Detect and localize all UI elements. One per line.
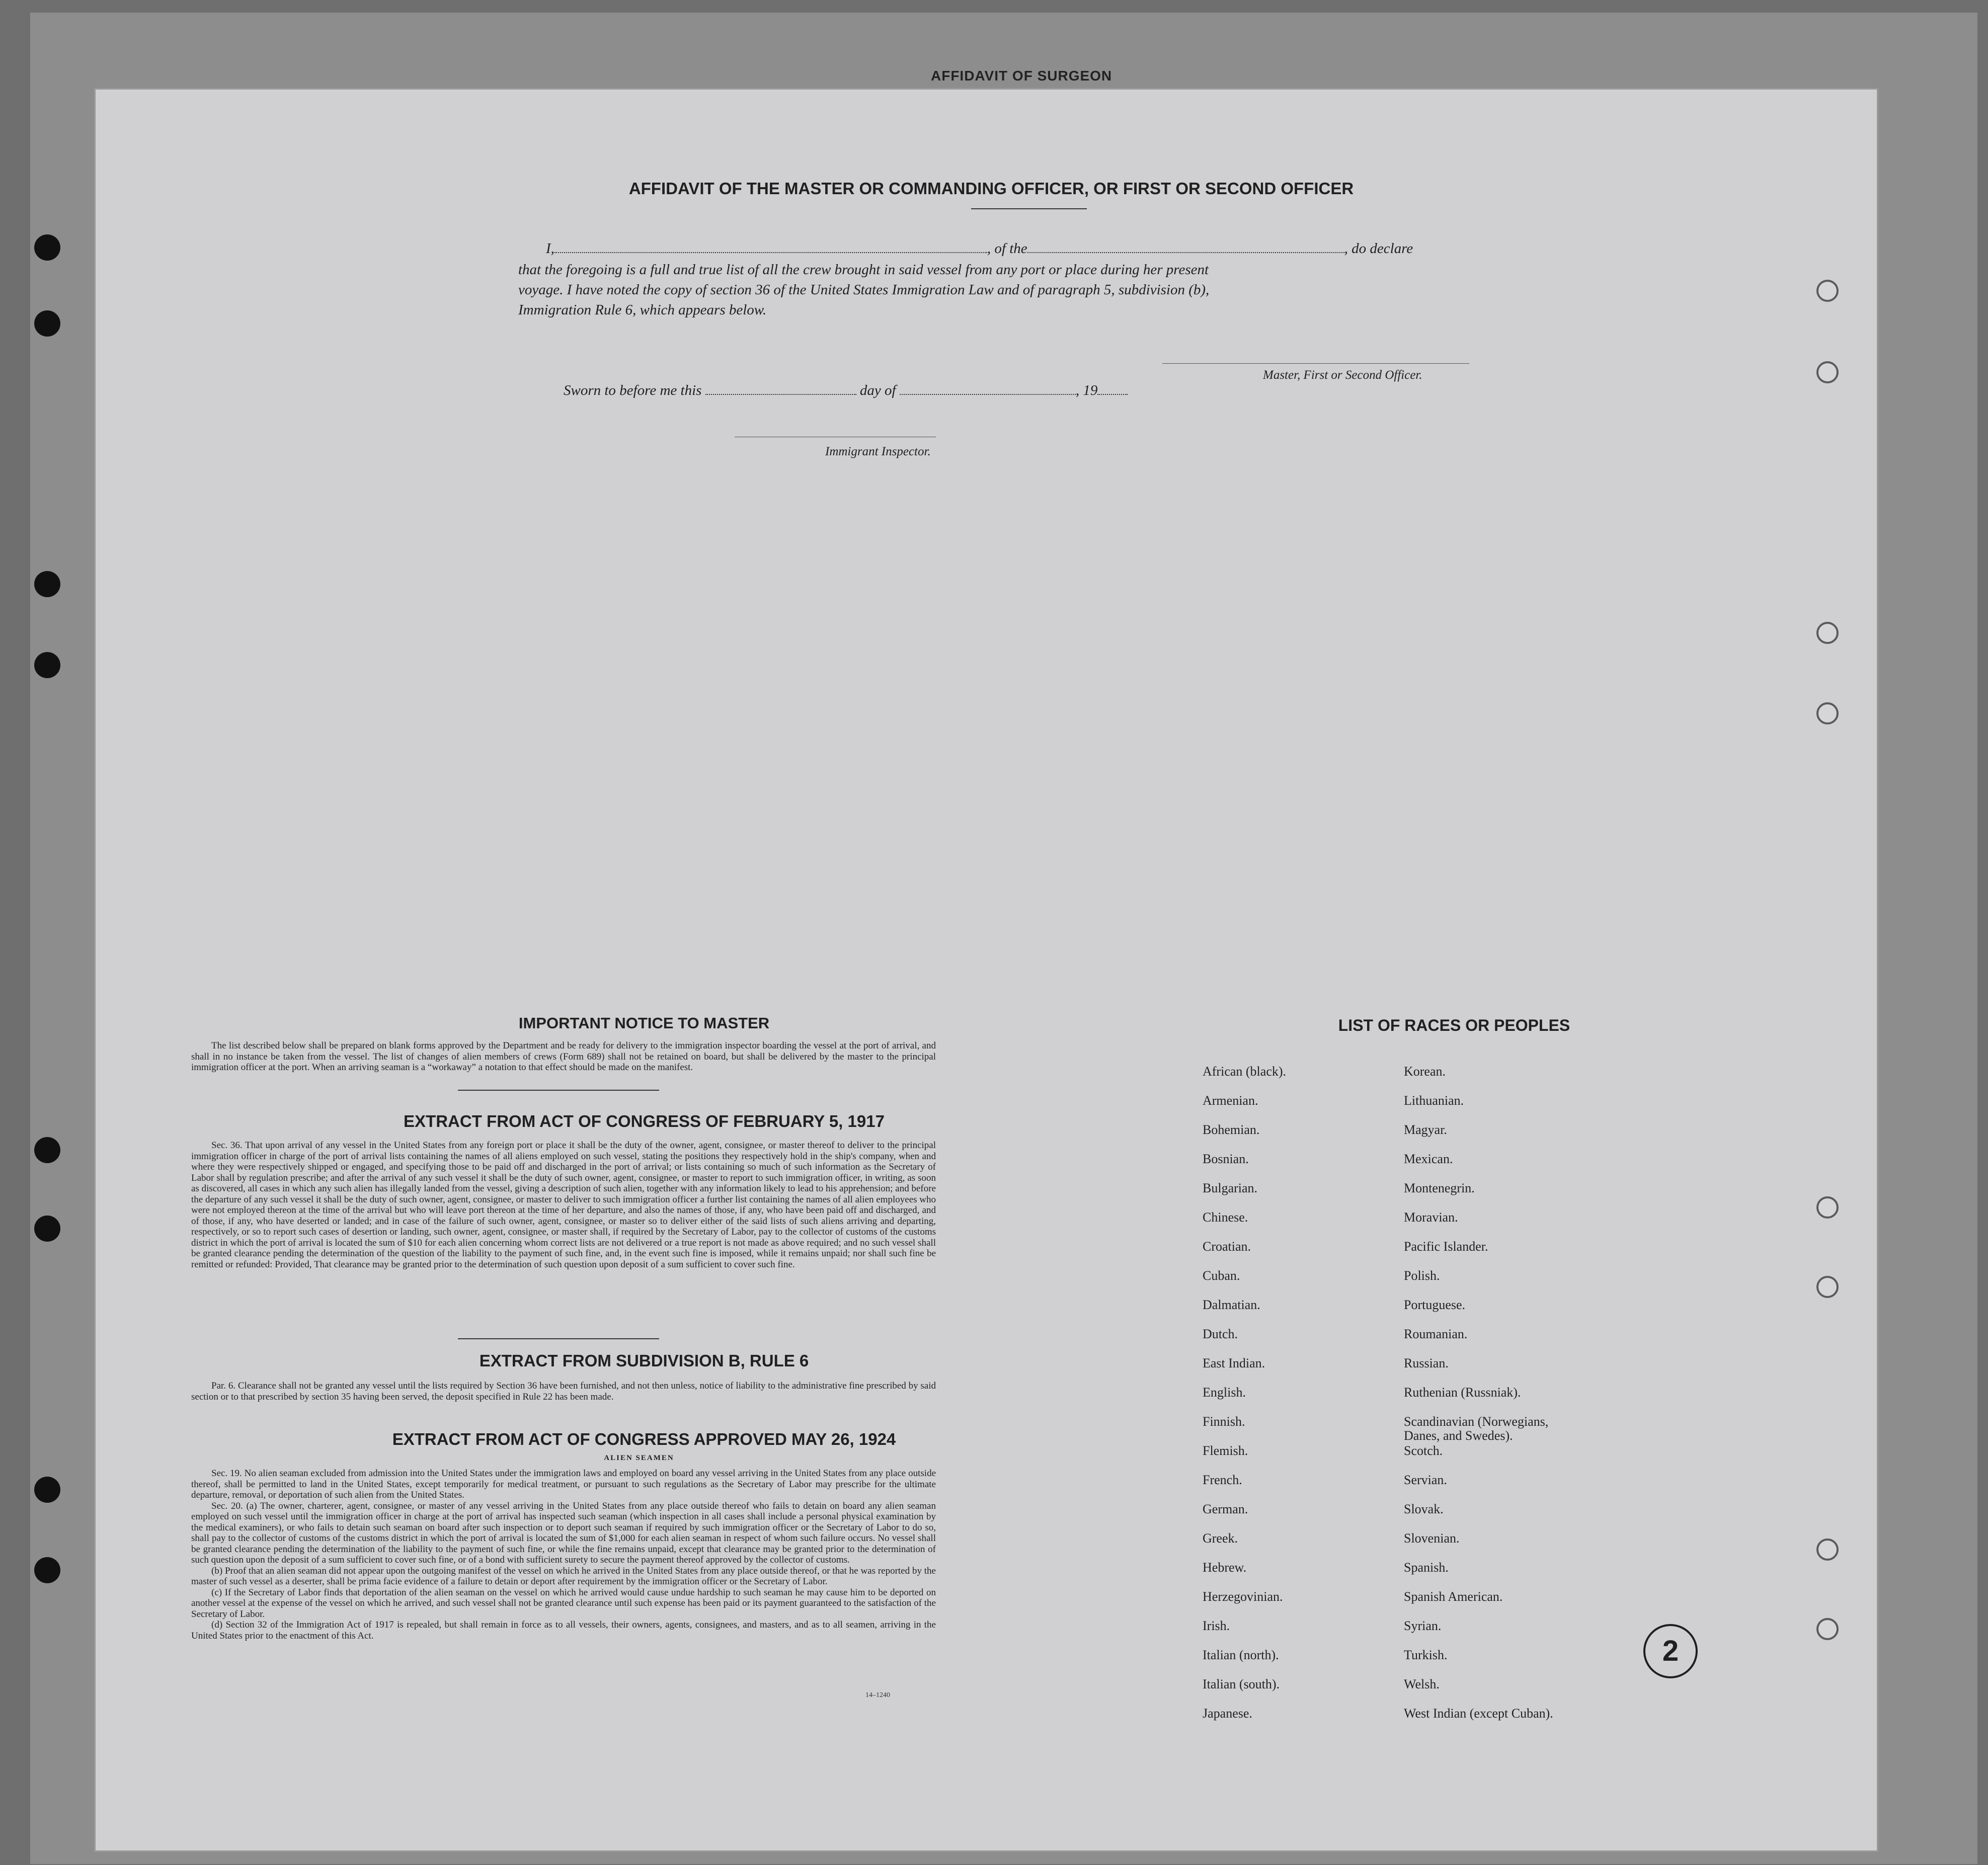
binder-hole (34, 1477, 60, 1503)
race-entry: Croatian. (1203, 1239, 1251, 1254)
race-entry: Pacific Islander. (1404, 1239, 1488, 1254)
race-entry: Scotch. (1404, 1443, 1443, 1458)
extract-1924-paragraph: Sec. 19. No alien seaman excluded from admission into the United States under the immigration laws and employed on board any vessel arriving in the United States from any place outside thereof, shall be permitted to land in the United States, except temporarily for medical treatment, or pursuant to such regulations as the Secretary of Labor may prescribe for the ultimate departure, removal, or deportation of such alien from the United States. (191, 1468, 936, 1500)
title-rule (971, 208, 1087, 209)
race-entry: Spanish. (1404, 1560, 1449, 1575)
binder-hole (34, 310, 60, 337)
race-entry: French. (1203, 1473, 1242, 1487)
section-rule (458, 1338, 659, 1339)
race-entry: Russian. (1404, 1356, 1449, 1370)
declaration-line-4: Immigration Rule 6, which appears below. (518, 302, 767, 318)
race-entry: Chinese. (1203, 1210, 1248, 1225)
back-sheet-title: AFFIDAVIT OF SURGEON (931, 68, 1112, 84)
year-blank (1097, 381, 1128, 395)
extract-1924-paragraph: (c) If the Secretary of Labor finds that deportation of the alien seaman on the vessel on which he arrived would cause undue hardship to such seaman he may cause him to be deported on another vessel at the expense of the vessel on which he arrived, and such vessel shall not be granted clearance until such expense has been paid or its payment guaranteed to the satisfaction of the Secretary of Labor. (191, 1587, 936, 1619)
affidavit-page (96, 90, 1877, 1850)
extract-1924-subtitle: ALIEN SEAMEN (604, 1454, 674, 1462)
signature-label: Master, First or Second Officer. (1263, 368, 1422, 382)
race-entry: East Indian. (1203, 1356, 1265, 1370)
punch-hole (1816, 1196, 1839, 1219)
race-entry: Irish. (1203, 1618, 1230, 1633)
race-entry: Greek. (1203, 1531, 1238, 1546)
race-entry: Finnish. (1203, 1414, 1245, 1429)
rule6-title: EXTRACT FROM SUBDIVISION B, RULE 6 (479, 1351, 809, 1370)
race-entry: Dutch. (1203, 1327, 1238, 1341)
extract-1917-text (191, 1140, 936, 1270)
races-right-column (1404, 1065, 1665, 1736)
race-entry: English. (1203, 1385, 1246, 1400)
extract-1924-title: EXTRACT FROM ACT OF CONGRESS APPROVED MAY 26, 1924 (392, 1430, 896, 1448)
declaration-of-the: , of the (987, 240, 1027, 257)
race-entry: Slovak. (1404, 1502, 1444, 1516)
race-entry: Japanese. (1203, 1706, 1252, 1721)
binder-hole (34, 1137, 60, 1163)
race-entry: Ruthenian (Russniak). (1404, 1385, 1521, 1400)
inspector-label: Immigrant Inspector. (825, 445, 931, 458)
month-blank (900, 381, 1076, 395)
race-entry: Korean. (1404, 1064, 1446, 1079)
race-entry: Polish. (1404, 1268, 1440, 1283)
notice-title: IMPORTANT NOTICE TO MASTER (518, 1014, 770, 1032)
extract-1924-paragraph: (d) Section 32 of the Immigration Act of 1917 is repealed, but shall remain in force as to all vessels, their owners, agents, consignees, and masters, and as to all seamen, arriving in the United States prior to the enactment of this Act. (191, 1619, 936, 1641)
race-entry: Herzegovinian. (1203, 1589, 1283, 1604)
race-entry: Turkish. (1404, 1648, 1448, 1662)
section-rule (458, 1090, 659, 1091)
race-entry: Roumanian. (1404, 1327, 1468, 1341)
race-entry: Montenegrin. (1404, 1181, 1475, 1195)
sworn-text: Sworn to before me this (564, 382, 702, 398)
binder-hole (34, 1557, 60, 1583)
signature-line (1162, 363, 1469, 364)
race-entry: Servian. (1404, 1473, 1447, 1487)
year-prefix: , 19 (1075, 382, 1098, 398)
name-blank (554, 239, 987, 253)
race-entry: German. (1203, 1502, 1248, 1516)
extract-1924-text (191, 1468, 936, 1641)
declaration-line-2: that the foregoing is a full and true list of all the crew brought in said vessel from any port or place during her present (518, 262, 1209, 278)
punch-hole (1816, 1276, 1839, 1298)
rule6-paragraph: Par. 6. Clearance shall not be granted any vessel until the lists required by Section 36 have been furnished, and not then unless, notice of liability to the administrative fine prescribed by said section or to that prescribed by section 35 having been served, the deposit specified in Rule 22 has been made. (191, 1381, 936, 1402)
races-left-column (1203, 1065, 1384, 1736)
punch-hole (1816, 622, 1839, 644)
race-entry: Hebrew. (1203, 1560, 1247, 1575)
binder-hole (34, 234, 60, 261)
binder-hole (34, 652, 60, 678)
declaration-line-3: voyage. I have noted the copy of section 36 of the United States Immigration Law and of paragraph 5, subdivision (b), (518, 282, 1210, 298)
declaration-do-declare: , do declare (1344, 240, 1413, 257)
race-entry: Bulgarian. (1203, 1181, 1258, 1195)
day-of-text: day of (859, 382, 896, 398)
declaration-line-1 (518, 238, 1590, 259)
race-entry: Italian (south). (1203, 1677, 1280, 1691)
race-entry: Mexican. (1404, 1152, 1453, 1166)
notice-text (191, 1040, 936, 1073)
race-entry: Portuguese. (1404, 1298, 1466, 1312)
race-entry: Welsh. (1404, 1677, 1440, 1691)
race-entry: Dalmatian. (1203, 1298, 1260, 1312)
notice-paragraph: The list described below shall be prepared on blank forms approved by the Department and be ready for delivery to the immigration inspector boarding the vessel at the port of arrival, and shall in no instance be taken from the vessel. The list of changes of alien members of crews (Form 689) shall not be retained on board, but shall be delivered by the master to the principal immigration officer at the port. When an arriving seaman is a “workaway” a notation to that effect should be made on the manifest. (191, 1040, 936, 1073)
race-entry: Lithuanian. (1404, 1093, 1464, 1108)
race-entry: West Indian (except Cuban). (1404, 1706, 1553, 1721)
declaration-i: I, (546, 240, 554, 257)
extract-1924-paragraph: Sec. 20. (a) The owner, charterer, agent, consignee, or master of any vessel arriving in the United States from any place outside thereof who fails to detain on board any alien seaman employed on such vessel until the immigration officer in charge at the port of arrival has inspected such seaman (which inspection in all cases shall include a personal physical examination by the medical examiners), or who fails to detain such seaman on board after such inspection or to deport such seaman if required by such immigration officer or the Secretary of Labor to do so, shall pay to the collector of customs of the customs district in which the port of arrival is located the sum of $1,000 for each alien seaman in respect of whom such failure occurs. No vessel shall be granted clearance pending the determination of the liability to the payment of such fine, or while the fine remains unpaid, except that clearance may be granted prior to the determination of such question upon the deposit of a sum sufficient to cover such fine, or of a bond with sufficient surety to secure the payment thereof approved by the collector of customs. (191, 1500, 936, 1565)
punch-hole (1816, 702, 1839, 724)
race-entry: Scandinavian (Norwegians, Danes, and Swedes). (1404, 1414, 1549, 1443)
form-number: 14–1240 (865, 1691, 890, 1699)
extract-1924-paragraph: (b) Proof that an alien seaman did not appear upon the outgoing manifest of the vessel on which he arrived in the United States from any place outside thereof, or that he was reported by the master of such vessel as a deserter, shall be prima facie evidence of a failure to detain or deport after requirement by the immigration officer or the Secretary of Labor. (191, 1565, 936, 1587)
race-entry: Slovenian. (1404, 1531, 1460, 1546)
sworn-line (564, 380, 1318, 400)
race-entry: Syrian. (1404, 1618, 1442, 1633)
affidavit-title: AFFIDAVIT OF THE MASTER OR COMMANDING OFFICER, OR FIRST OR SECOND OFFICER (628, 179, 1354, 198)
race-entry: Bosnian. (1203, 1152, 1249, 1166)
day-blank (705, 381, 856, 395)
races-title: LIST OF RACES OR PEOPLES (1338, 1016, 1570, 1034)
vessel-blank (1027, 239, 1344, 253)
race-entry: Cuban. (1203, 1268, 1240, 1283)
extract-1917-paragraph: Sec. 36. That upon arrival of any vessel in the United States from any foreign port or place it shall be the duty of the owner, agent, consignee, or master thereof to deliver to the principal immigration officer in charge of the port of arrival lists containing the names of all aliens employed on such vessel, stating the positions they respectively hold in the ship's company, when and where they were respectively shipped or engaged, and specifying those to be paid off and discharged in the port of arrival; or lists containing so much of such information as the Secretary of Labor shall by regulation prescribe; and after the arrival of any such vessel it shall be the duty of such owner, agent, consignee, or master to report to such immigration officer, in writing, as soon as discovered, all cases in which any such alien has illegally landed from the vessel, giving a description of such alien, together with any information likely to lead to his apprehension; and before the departure of any such vessel it shall be the duty of such owner, agent, consignee, or master to deliver to such immigration officer a further list containing the names of all alien employees who were not employed thereon at the time of the arrival but who will leave port thereon at the time of her departure, and also the names of those, if any, who have been paid off and discharged, and of those, if any, who have deserted or landed; and in case of the failure of such owner, agent, consignee, or master so to deliver either of the said lists of such aliens arriving and departing, respectively, or so to report such cases of desertion or landing, such owner, agent, consignee, or master shall, if required by the Secretary of Labor, pay to the collector of customs of the customs district in which the port of arrival is located the sum of $10 for each alien concerning whom correct lists are not delivered or a true report is not made as above required; and no such vessel shall be granted clearance pending the determination of the question of the liability to the payment of such fine, and, in the event such fine is imposed, while it remains unpaid; nor shall such fine be remitted or refunded: Provided, That clearance may be granted prior to the determination of such question upon deposit of a sum sufficient to cover such fine. (191, 1140, 936, 1270)
punch-hole (1816, 361, 1839, 383)
extract-1917-title: EXTRACT FROM ACT OF CONGRESS OF FEBRUARY 5, 1917 (404, 1112, 885, 1130)
race-entry: Magyar. (1404, 1122, 1447, 1137)
punch-hole (1816, 280, 1839, 302)
punch-hole (1816, 1538, 1839, 1561)
page-number-mark: 2 (1643, 1624, 1698, 1678)
race-entry: Spanish American. (1404, 1589, 1503, 1604)
race-entry: Bohemian. (1203, 1122, 1260, 1137)
binder-hole (34, 1215, 60, 1242)
race-entry: Armenian. (1203, 1093, 1258, 1108)
punch-hole (1816, 1618, 1839, 1640)
race-entry: Moravian. (1404, 1210, 1458, 1225)
race-entry: Flemish. (1203, 1443, 1248, 1458)
rule6-text (191, 1381, 936, 1402)
race-entry: African (black). (1203, 1064, 1287, 1079)
race-entry: Italian (north). (1203, 1648, 1279, 1662)
binder-hole (34, 571, 60, 597)
